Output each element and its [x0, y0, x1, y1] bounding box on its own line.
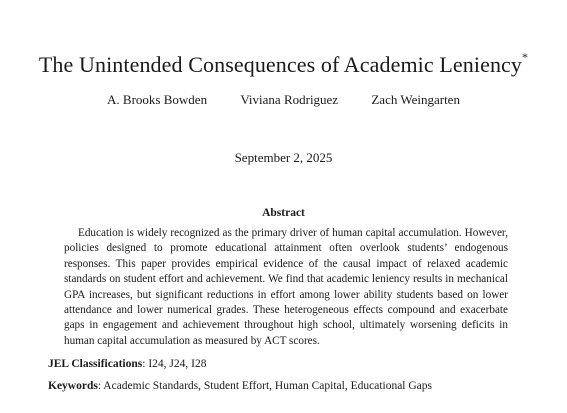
keywords-value: Academic Standards, Student Effort, Human Capital, Educational Gaps [103, 380, 433, 392]
jel-value: I24, J24, I28 [148, 358, 207, 370]
jel-label: JEL Classifications [48, 358, 143, 370]
paper-date: September 2, 2025 [234, 150, 333, 165]
paper-title-text: The Unintended Consequences of Academic Leniency [38, 52, 523, 77]
keywords-label: Keywords [48, 380, 98, 392]
jel-classifications: JEL Classifications: I24, J24, I28 [48, 358, 207, 370]
author-name: Zach Weingarten [371, 92, 460, 107]
title-footnote-mark: * [522, 50, 529, 64]
abstract-body: Education is widely recognized as the primary driver of human capital accumulation. However, policies designed to promote educational attainment often overlook students’ endogenous responses. This paper provides empirical evidence of the causal impact of relaxed academic standards on student effort and achievement. We find that academic leniency results in mechanical GPA increases, but significant reductions in effort among lower ability students based on lower attendance and lower numerical grades. These heterogeneous effects compound and exacerbate gaps in engagement and achievement throughout high school, ultimately worsening deficits in human capital accumulation as measured by ACT scores. [64, 227, 508, 347]
author-list [0, 92, 567, 108]
abstract-heading: Abstract [262, 207, 305, 219]
author-name: A. Brooks Bowden [107, 92, 208, 107]
paper-title [0, 52, 567, 78]
author-name: Viviana Rodriguez [240, 92, 339, 107]
keywords: Keywords: Academic Standards, Student Effort, Human Capital, Educational Gaps [48, 380, 433, 392]
